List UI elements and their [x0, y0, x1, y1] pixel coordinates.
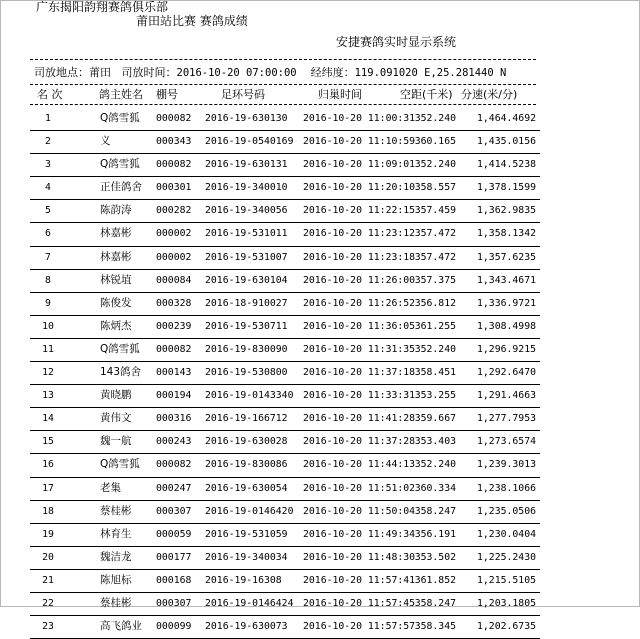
speed-cell: 1,239.3013 [477, 459, 536, 471]
table-row [30, 385, 540, 408]
rank-cell: 7 [45, 251, 51, 263]
shed-cell: 000328 [156, 297, 192, 309]
ring-cell: 2016-19-0540169 [205, 136, 294, 148]
distance-cell: 356.191 [414, 528, 456, 540]
rank-cell: 6 [45, 228, 51, 240]
ring-cell: 2016-19-530800 [205, 367, 288, 379]
rank-cell: 11 [42, 343, 54, 355]
rank-cell: 4 [45, 182, 51, 194]
rank-cell: 19 [42, 528, 54, 540]
table-row [30, 316, 540, 339]
owner-cell: 陈俊发 [100, 296, 132, 309]
ring-cell: 2016-19-340056 [205, 205, 288, 217]
table-row [30, 454, 540, 477]
table-row [30, 270, 540, 293]
table-row [30, 570, 540, 593]
shed-cell: 000282 [156, 205, 192, 217]
distance-cell: 361.852 [414, 574, 456, 586]
speed-cell: 1,291.4663 [477, 390, 536, 402]
speed-cell: 1,308.4998 [477, 320, 536, 332]
return-time-cell: 2016-10-20 11:09:01 [303, 159, 416, 171]
coord-value: 119.091020 E,25.281440 N [354, 67, 507, 79]
table-row [30, 131, 540, 154]
rank-cell: 1 [45, 113, 51, 124]
owner-cell: 义 [100, 135, 111, 148]
owner-cell: 陈炳杰 [100, 319, 132, 332]
owner-cell: 魏一航 [100, 435, 132, 448]
table-row [30, 200, 540, 223]
rank-cell: 16 [42, 459, 54, 471]
distance-cell: 352.240 [414, 343, 456, 355]
shed-cell: 000082 [156, 159, 192, 171]
return-time-cell: 2016-10-20 11:22:15 [303, 205, 416, 217]
speed-cell: 1,273.6574 [477, 436, 536, 448]
table-row [30, 108, 540, 131]
owner-cell: 143鸽舍 [100, 366, 142, 379]
distance-cell: 357.472 [414, 251, 456, 263]
col-name: 鸽主姓名 [99, 88, 143, 101]
speed-cell: 1,464.4692 [477, 113, 536, 124]
shed-cell: 000194 [156, 390, 192, 402]
distance-cell: 352.240 [414, 459, 456, 471]
owner-cell: Q鸽雪狐 [100, 158, 140, 171]
ring-cell: 2016-19-0146420 [205, 505, 294, 517]
table-row [30, 616, 540, 639]
ring-cell: 2016-19-630104 [205, 274, 288, 286]
return-time-cell: 2016-10-20 11:49:34 [303, 528, 416, 540]
shed-cell: 000168 [156, 574, 192, 586]
col-ring: 足环号码 [221, 88, 265, 101]
ring-cell: 2016-19-0146424 [205, 597, 294, 609]
rank-cell: 8 [45, 274, 51, 286]
owner-cell: Q鸽雪狐 [100, 458, 140, 471]
speed-cell: 1,235.0506 [477, 505, 536, 517]
shed-cell: 000307 [156, 597, 192, 609]
owner-cell: 黄晓鹏 [100, 389, 132, 402]
time-value: 2016-10-20 07:00:00 [176, 67, 297, 79]
distance-cell: 358.557 [414, 182, 456, 194]
distance-cell: 356.812 [414, 297, 456, 309]
shed-cell: 000316 [156, 413, 192, 425]
ring-cell: 2016-19-16308 [205, 574, 282, 586]
distance-cell: 352.240 [414, 113, 456, 124]
return-time-cell: 2016-10-20 11:23:18 [303, 251, 416, 263]
table-row [30, 593, 540, 616]
ring-cell: 2016-19-630131 [205, 159, 288, 171]
col-time: 归巢时间 [318, 88, 362, 101]
owner-cell: 老集 [100, 481, 121, 494]
club-name: 广东揭阳韵翔赛鸽俱乐部 [36, 0, 169, 14]
distance-cell: 358.451 [414, 367, 456, 379]
rank-cell: 14 [42, 413, 54, 425]
ring-cell: 2016-19-630028 [205, 436, 288, 448]
place-value: 莆田 [89, 66, 111, 79]
info-divider [30, 84, 536, 85]
return-time-cell: 2016-10-20 11:23:12 [303, 228, 416, 240]
return-time-cell: 2016-10-20 11:31:35 [303, 343, 416, 355]
speed-cell: 1,378.1599 [477, 182, 536, 194]
place-label: 司放地点： [34, 66, 89, 79]
owner-cell: 陈韵涛 [100, 204, 132, 217]
distance-cell: 359.667 [414, 413, 456, 425]
ring-cell: 2016-19-0143340 [205, 390, 294, 402]
table-row [30, 547, 540, 570]
shed-cell: 000301 [156, 182, 192, 194]
table-row [30, 154, 540, 177]
speed-cell: 1,336.9721 [477, 297, 536, 309]
owner-cell: 高飞鸽业 [100, 620, 142, 633]
return-time-cell: 2016-10-20 11:33:31 [303, 390, 416, 402]
ring-cell: 2016-19-340010 [205, 182, 288, 194]
shed-cell: 000084 [156, 274, 192, 286]
ring-cell: 2016-19-531059 [205, 528, 288, 540]
speed-cell: 1,230.0404 [477, 528, 536, 540]
shed-cell: 000082 [156, 113, 192, 124]
shed-cell: 000247 [156, 482, 192, 494]
return-time-cell: 2016-10-20 11:36:05 [303, 320, 416, 332]
return-time-cell: 2016-10-20 11:57:41 [303, 574, 416, 586]
results-table [30, 108, 540, 639]
table-row [30, 478, 540, 501]
speed-cell: 1,343.4671 [477, 274, 536, 286]
table-row [30, 501, 540, 524]
rank-cell: 15 [42, 436, 54, 448]
shed-cell: 000099 [156, 621, 192, 633]
return-time-cell: 2016-10-20 11:10:59 [303, 136, 416, 148]
return-time-cell: 2016-10-20 11:57:45 [303, 597, 416, 609]
return-time-cell: 2016-10-20 11:37:28 [303, 436, 416, 448]
owner-cell: 正佳鸽舍 [100, 181, 142, 194]
speed-cell: 1,277.7953 [477, 413, 536, 425]
coord-label: 经纬度： [310, 66, 355, 79]
distance-cell: 358.345 [414, 621, 456, 633]
table-row [30, 247, 540, 270]
distance-cell: 357.472 [414, 228, 456, 240]
rank-cell: 3 [45, 159, 51, 171]
rank-cell: 12 [42, 367, 54, 379]
shed-cell: 000143 [156, 367, 192, 379]
return-time-cell: 2016-10-20 11:48:30 [303, 551, 416, 563]
owner-cell: Q鸽雪狐 [100, 112, 140, 124]
owner-cell: 蔡桂彬 [100, 596, 132, 609]
speed-cell: 1,203.1805 [477, 597, 536, 609]
shed-cell: 000343 [156, 136, 192, 148]
ring-cell: 2016-19-630054 [205, 482, 288, 494]
top-divider [30, 59, 536, 60]
ring-cell: 2016-19-530711 [205, 320, 288, 332]
speed-cell: 1,215.5105 [477, 574, 536, 586]
owner-cell: Q鸽雪狐 [100, 342, 140, 355]
release-info [34, 66, 506, 80]
table-row [30, 431, 540, 454]
table-row [30, 223, 540, 246]
owner-cell: 林嘉彬 [100, 250, 132, 263]
speed-cell: 1,358.1342 [477, 228, 536, 240]
distance-cell: 361.255 [414, 320, 456, 332]
distance-cell: 360.334 [414, 482, 456, 494]
speed-cell: 1,435.0156 [477, 136, 536, 148]
table-row [30, 177, 540, 200]
rank-cell: 13 [42, 390, 54, 402]
speed-cell: 1,296.9215 [477, 343, 536, 355]
shed-cell: 000002 [156, 228, 192, 240]
shed-cell: 000002 [156, 251, 192, 263]
return-time-cell: 2016-10-20 11:20:10 [303, 182, 416, 194]
distance-cell: 353.255 [414, 390, 456, 402]
owner-cell: 蔡桂彬 [100, 504, 132, 517]
return-time-cell: 2016-10-20 11:50:04 [303, 505, 416, 517]
distance-cell: 358.247 [414, 505, 456, 517]
owner-cell: 林锐埴 [100, 273, 132, 286]
rank-cell: 20 [42, 551, 54, 563]
rank-cell: 9 [45, 297, 51, 309]
distance-cell: 357.459 [414, 205, 456, 217]
shed-cell: 000239 [156, 320, 192, 332]
rank-cell: 22 [42, 597, 54, 609]
shed-cell: 000059 [156, 528, 192, 540]
distance-cell: 353.502 [414, 551, 456, 563]
shed-cell: 000082 [156, 459, 192, 471]
return-time-cell: 2016-10-20 11:44:13 [303, 459, 416, 471]
owner-cell: 林育生 [100, 527, 132, 540]
ring-cell: 2016-19-166712 [205, 413, 288, 425]
table-row [30, 293, 540, 316]
return-time-cell: 2016-10-20 11:57:57 [303, 621, 416, 633]
owner-cell: 林嘉彬 [100, 227, 132, 240]
col-shed: 棚号 [156, 88, 178, 101]
col-dist: 空距(千米) [400, 88, 453, 101]
distance-cell: 358.247 [414, 597, 456, 609]
shed-cell: 000177 [156, 551, 192, 563]
race-title: 莆田站比赛 赛鸽成绩 [136, 14, 248, 28]
owner-cell: 黄伟文 [100, 412, 132, 425]
table-row [30, 408, 540, 431]
speed-cell: 1,362.9835 [477, 205, 536, 217]
rank-cell: 17 [42, 482, 54, 494]
rank-cell: 2 [45, 136, 51, 148]
shed-cell: 000307 [156, 505, 192, 517]
table-row [30, 339, 540, 362]
owner-cell: 陈旭标 [100, 573, 132, 586]
system-name: 安捷赛鸽实时显示系统 [336, 35, 457, 49]
speed-cell: 1,238.1066 [477, 482, 536, 494]
ring-cell: 2016-19-531007 [205, 251, 288, 263]
shed-cell: 000243 [156, 436, 192, 448]
distance-cell: 352.240 [414, 159, 456, 171]
rank-cell: 10 [42, 320, 54, 332]
ring-cell: 2016-19-630130 [205, 113, 288, 124]
speed-cell: 1,357.6235 [477, 251, 536, 263]
header-divider [30, 104, 536, 105]
ring-cell: 2016-19-830090 [205, 343, 288, 355]
ring-cell: 2016-18-910027 [205, 297, 288, 309]
table-row [30, 524, 540, 547]
rank-cell: 18 [42, 505, 54, 517]
rank-cell: 5 [45, 205, 51, 217]
rank-cell: 21 [42, 574, 54, 586]
rank-cell: 23 [42, 621, 54, 633]
ring-cell: 2016-19-531011 [205, 228, 288, 240]
owner-cell: 魏洁龙 [100, 550, 132, 563]
return-time-cell: 2016-10-20 11:26:00 [303, 274, 416, 286]
return-time-cell: 2016-10-20 11:51:02 [303, 482, 416, 494]
distance-cell: 353.403 [414, 436, 456, 448]
ring-cell: 2016-19-340034 [205, 551, 288, 563]
speed-cell: 1,414.5238 [477, 159, 536, 171]
return-time-cell: 2016-10-20 11:26:52 [303, 297, 416, 309]
ring-cell: 2016-19-830086 [205, 459, 288, 471]
speed-cell: 1,292.6470 [477, 367, 536, 379]
shed-cell: 000082 [156, 343, 192, 355]
return-time-cell: 2016-10-20 11:41:28 [303, 413, 416, 425]
distance-cell: 357.375 [414, 274, 456, 286]
time-label: 司放时间： [121, 66, 177, 79]
return-time-cell: 2016-10-20 11:00:31 [303, 113, 416, 124]
distance-cell: 360.165 [414, 136, 456, 148]
speed-cell: 1,202.6735 [477, 621, 536, 633]
return-time-cell: 2016-10-20 11:37:18 [303, 367, 416, 379]
table-row [30, 362, 540, 385]
col-rank: 名 次 [37, 88, 63, 101]
speed-cell: 1,225.2430 [477, 551, 536, 563]
col-speed: 分速(米/分) [461, 88, 518, 101]
ring-cell: 2016-19-630073 [205, 621, 288, 633]
